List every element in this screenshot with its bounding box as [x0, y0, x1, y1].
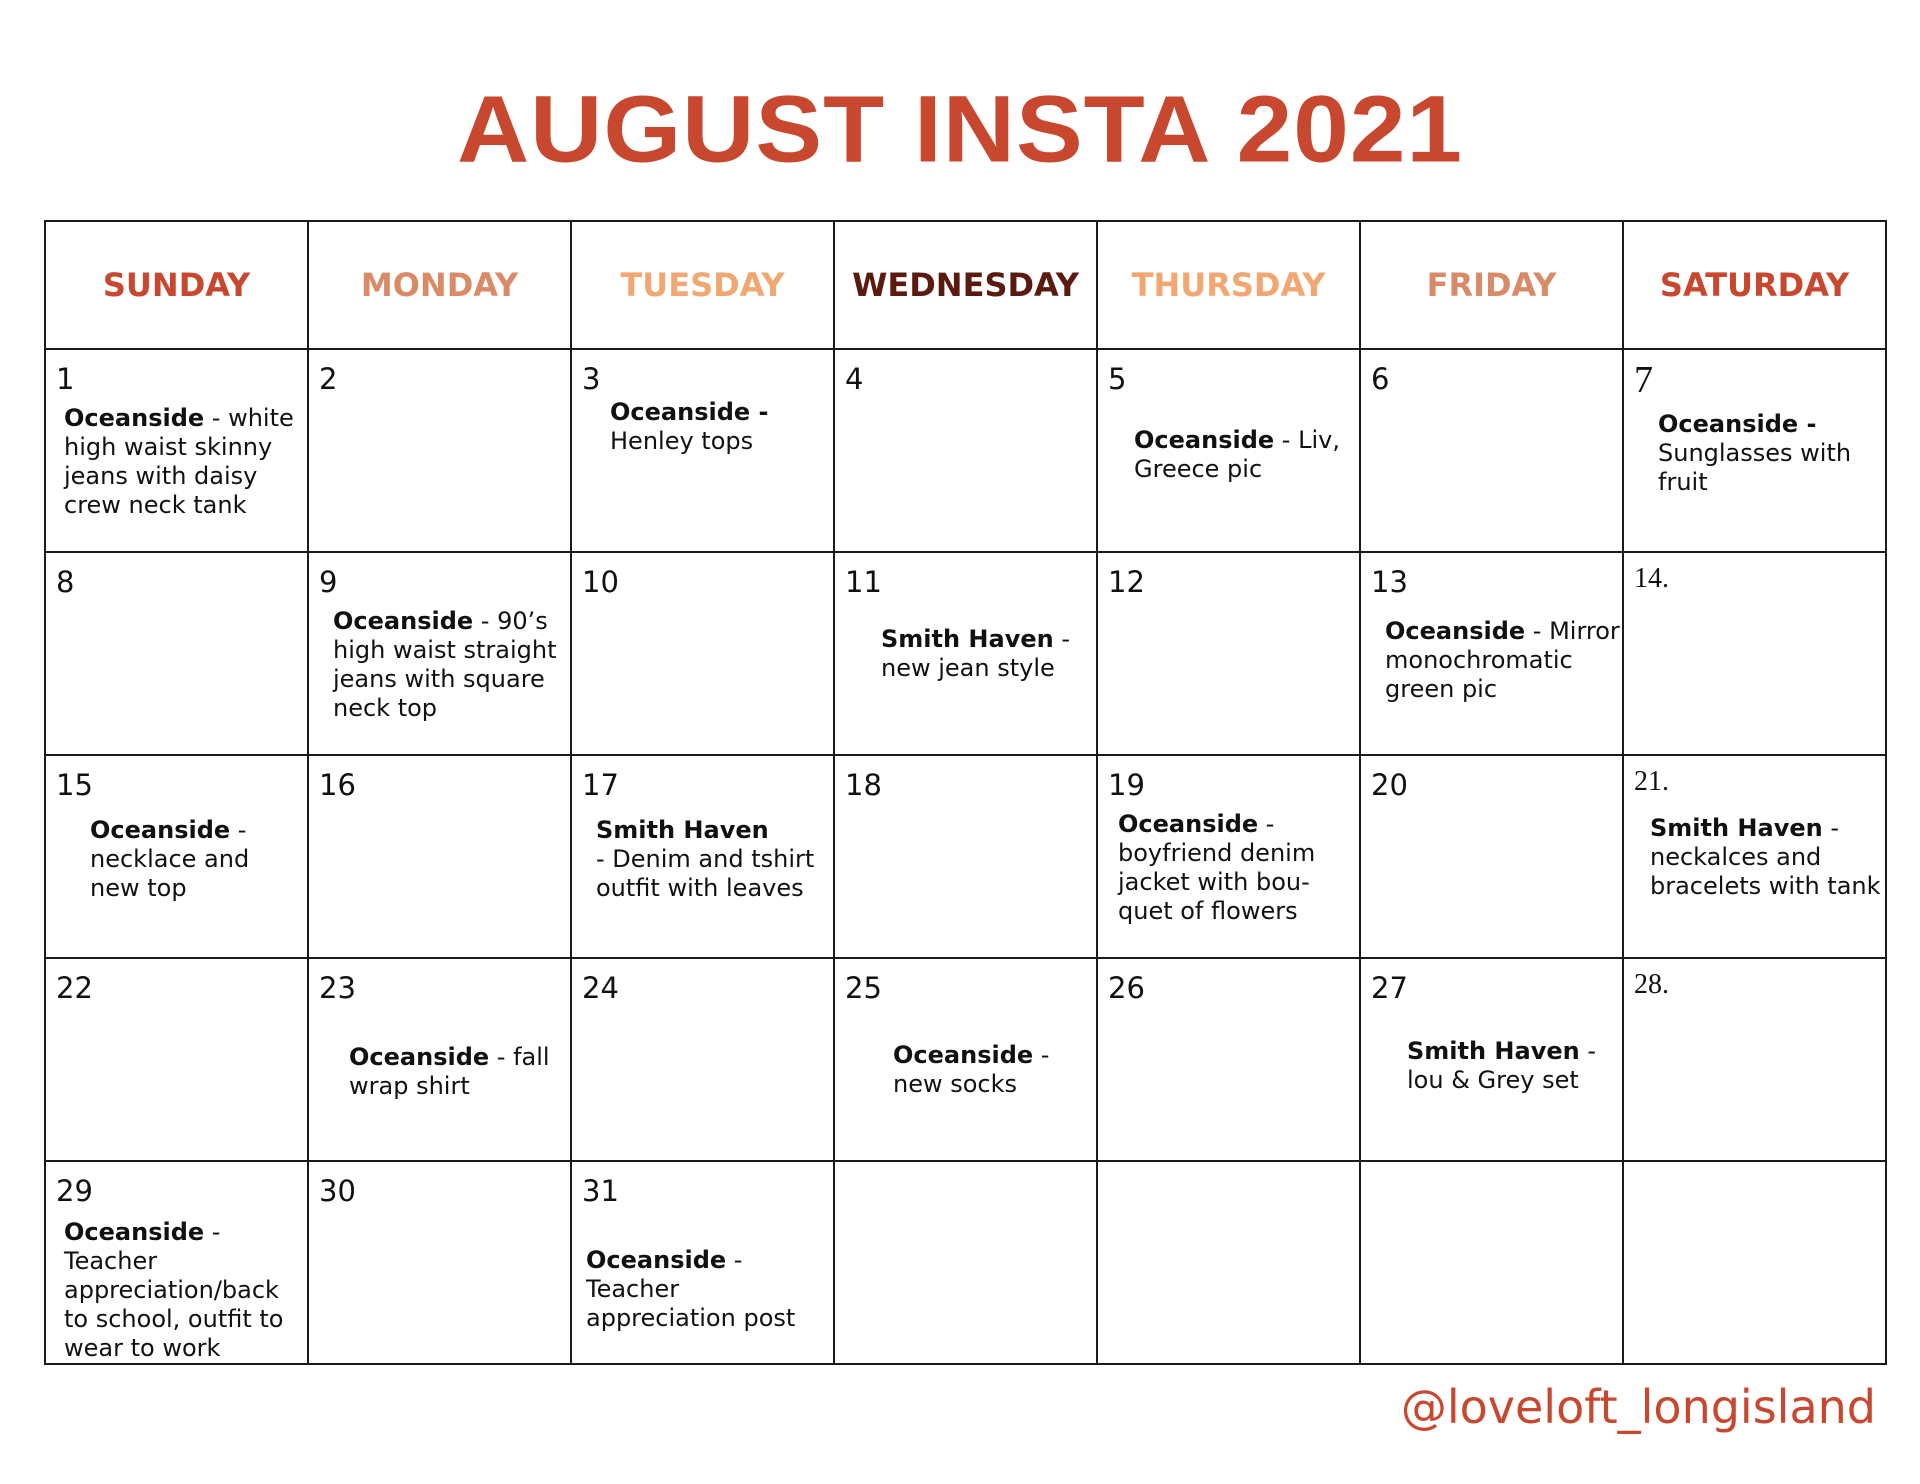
- note-line: Oceanside - fall: [349, 1043, 550, 1071]
- note-line: jacket with bou-: [1118, 868, 1310, 896]
- location-label: Oceanside: [349, 1043, 490, 1071]
- weekday-sunday: SUNDAY: [45, 221, 308, 349]
- day-cell-6: [1360, 349, 1623, 552]
- day-note: [596, 816, 814, 903]
- note-line: lou & Grey set: [1407, 1066, 1579, 1094]
- day-cell-10: [571, 552, 834, 755]
- note-line: Oceanside -: [1118, 810, 1275, 838]
- day-cell-17: [571, 755, 834, 958]
- note-line: Oceanside - 90’s: [333, 607, 548, 635]
- day-cell-3: [571, 349, 834, 552]
- day-number: 22: [56, 971, 93, 1005]
- day-note: [1407, 1037, 1596, 1095]
- day-cell-25: [834, 958, 1097, 1161]
- weekday-monday: MONDAY: [308, 221, 571, 349]
- note-line: outfit with leaves: [596, 874, 804, 902]
- day-cell-27: [1360, 958, 1623, 1161]
- note-line: new jean style: [881, 654, 1055, 682]
- location-label: Oceanside: [90, 816, 231, 844]
- location-label: Smith Haven: [1650, 814, 1823, 842]
- day-cell-29: [45, 1161, 308, 1364]
- day-note: [881, 625, 1070, 683]
- location-label: Oceanside: [586, 1246, 727, 1274]
- day-note: [64, 1218, 307, 1363]
- day-note: [1385, 617, 1620, 704]
- note-line: Oceanside - Mirror: [1385, 617, 1620, 645]
- day-number: 20: [1371, 768, 1408, 802]
- day-cell-28: [1623, 958, 1886, 1161]
- note-line: appreciation post: [586, 1304, 796, 1332]
- note-line: wrap shirt: [349, 1072, 470, 1100]
- day-cell-1: [45, 349, 308, 552]
- day-number: 16: [319, 768, 356, 802]
- note-line: jeans with daisy: [64, 462, 258, 490]
- note-line: crew neck tank: [64, 491, 247, 519]
- day-number: 4: [845, 362, 864, 396]
- weekday-thursday: THURSDAY: [1097, 221, 1360, 349]
- day-cell-23: [308, 958, 571, 1161]
- weekday-wednesday: WEDNESDAY: [834, 221, 1097, 349]
- note-line: [1658, 410, 1851, 439]
- page-title: AUGUST INSTA 2021: [456, 75, 1464, 183]
- day-cell-11: [834, 552, 1097, 755]
- day-cell-22: [45, 958, 308, 1161]
- day-number: 17: [582, 768, 619, 802]
- day-cell-21: [1623, 755, 1886, 958]
- note-line: fruit: [1658, 468, 1708, 496]
- day-cell-24: [571, 958, 834, 1161]
- location-label: Oceanside: [333, 607, 474, 635]
- note-line: high waist skinny: [64, 433, 273, 461]
- day-cell-16: [308, 755, 571, 958]
- day-number: 27: [1371, 971, 1408, 1005]
- week-row: [45, 1161, 1886, 1364]
- day-number: 13: [1371, 565, 1408, 599]
- day-cell-31: [571, 1161, 834, 1364]
- location-label: Oceanside: [64, 404, 205, 432]
- day-number: 30: [319, 1174, 356, 1208]
- location-label: Smith Haven: [881, 625, 1054, 653]
- empty-cell: [1360, 1161, 1623, 1364]
- note-line: neck top: [333, 694, 438, 722]
- day-number: 8: [56, 565, 75, 599]
- note-line: new socks: [893, 1070, 1018, 1098]
- week-row: [45, 552, 1886, 755]
- day-cell-19: [1097, 755, 1360, 958]
- day-number: 23: [319, 971, 356, 1005]
- note-line: to school, outfit to: [64, 1305, 284, 1333]
- day-note: [586, 1246, 833, 1333]
- day-number: 28.: [1634, 969, 1669, 1000]
- location-label: Oceanside: [893, 1041, 1034, 1069]
- note-line: Oceanside - Liv,: [1134, 426, 1340, 454]
- note-line: neckalces and: [1650, 843, 1822, 871]
- note-line: Henley tops: [610, 427, 754, 455]
- note-line: quet of flowers: [1118, 897, 1298, 925]
- day-number: 18: [845, 768, 882, 802]
- location-label: Smith Haven: [1407, 1037, 1580, 1065]
- instagram-handle: @loveloft_longisland: [1400, 1380, 1876, 1434]
- day-note: [333, 607, 557, 723]
- note-line: Greece pic: [1134, 455, 1263, 483]
- day-number: 1: [56, 362, 75, 396]
- day-cell-7: [1623, 349, 1886, 552]
- day-cell-9: [308, 552, 571, 755]
- week-row: [45, 349, 1886, 552]
- day-number: 6: [1371, 362, 1390, 396]
- day-number: 14.: [1634, 563, 1669, 594]
- day-cell-15: [45, 755, 308, 958]
- day-note: [610, 398, 768, 456]
- location-label: Oceanside -: [610, 398, 769, 426]
- note-line: Oceanside -: [893, 1041, 1050, 1069]
- note-line: bracelets with tank: [1650, 872, 1881, 900]
- note-line: jeans with square: [333, 665, 545, 693]
- location-label: Oceanside: [1118, 810, 1259, 838]
- day-number: 15: [56, 768, 93, 802]
- location-label: Oceanside: [1134, 426, 1275, 454]
- weekday-tuesday: TUESDAY: [571, 221, 834, 349]
- day-number: 9: [319, 565, 338, 599]
- day-cell-13: [1360, 552, 1623, 755]
- calendar-grid: [44, 220, 1887, 1365]
- day-cell-5: [1097, 349, 1360, 552]
- weekday-header-row: [45, 221, 1886, 349]
- note-line: Oceanside - white: [64, 404, 294, 432]
- empty-cell: [1623, 1161, 1886, 1364]
- day-number: 19: [1108, 768, 1145, 802]
- note-line: Smith Haven -: [1650, 814, 1840, 842]
- day-cell-12: [1097, 552, 1360, 755]
- note-line: monochromatic: [1385, 646, 1573, 674]
- note-line: [596, 816, 814, 845]
- day-cell-14: [1623, 552, 1886, 755]
- day-cell-20: [1360, 755, 1623, 958]
- weekday-friday: FRIDAY: [1360, 221, 1623, 349]
- note-line: Smith Haven -: [1407, 1037, 1597, 1065]
- day-cell-18: [834, 755, 1097, 958]
- note-line: green pic: [1385, 675, 1498, 703]
- note-line: necklace and: [90, 845, 250, 873]
- day-cell-4: [834, 349, 1097, 552]
- day-number: 10: [582, 565, 619, 599]
- empty-cell: [834, 1161, 1097, 1364]
- note-line: wear to work: [64, 1334, 221, 1362]
- day-number: 3: [582, 362, 601, 396]
- week-row: [45, 958, 1886, 1161]
- day-note: [1118, 810, 1315, 926]
- day-number: 11: [845, 565, 882, 599]
- empty-cell: [1097, 1161, 1360, 1364]
- location-label: Oceanside -: [1658, 410, 1817, 438]
- note-line: Sunglasses with: [1658, 439, 1852, 467]
- note-line: boyfriend denim: [1118, 839, 1316, 867]
- week-row: [45, 755, 1886, 958]
- note-line: Smith Haven -: [881, 625, 1071, 653]
- note-line: new top: [90, 874, 187, 902]
- day-number: 31: [582, 1174, 619, 1208]
- day-number: 7: [1634, 359, 1653, 401]
- day-note: [1134, 426, 1340, 484]
- day-cell-8: [45, 552, 308, 755]
- day-note: [1650, 814, 1881, 901]
- location-label: Smith Haven: [596, 816, 769, 844]
- day-cell-2: [308, 349, 571, 552]
- note-line: appreciation/back: [64, 1276, 279, 1304]
- location-label: Oceanside: [64, 1218, 205, 1246]
- day-number: 26: [1108, 971, 1145, 1005]
- day-note: [64, 404, 294, 520]
- day-number: 12: [1108, 565, 1145, 599]
- weekday-saturday: SATURDAY: [1623, 221, 1886, 349]
- day-note: [90, 816, 249, 903]
- day-note: [349, 1043, 550, 1101]
- note-line: [610, 398, 768, 427]
- day-note: [1658, 410, 1851, 497]
- day-cell-26: [1097, 958, 1360, 1161]
- note-line: Oceanside -Teacher: [586, 1246, 743, 1303]
- note-line: Oceanside -Teacher: [64, 1218, 221, 1275]
- note-line: - Denim and tshirt: [596, 845, 815, 873]
- day-note: [893, 1041, 1049, 1099]
- day-number: 25: [845, 971, 882, 1005]
- day-number: 24: [582, 971, 619, 1005]
- day-number: 21.: [1634, 766, 1669, 797]
- day-number: 29: [56, 1174, 93, 1208]
- note-line: high waist straight: [333, 636, 557, 664]
- day-number: 2: [319, 362, 338, 396]
- note-line: Oceanside -: [90, 816, 247, 844]
- day-cell-30: [308, 1161, 571, 1364]
- day-number: 5: [1108, 362, 1127, 396]
- location-label: Oceanside: [1385, 617, 1526, 645]
